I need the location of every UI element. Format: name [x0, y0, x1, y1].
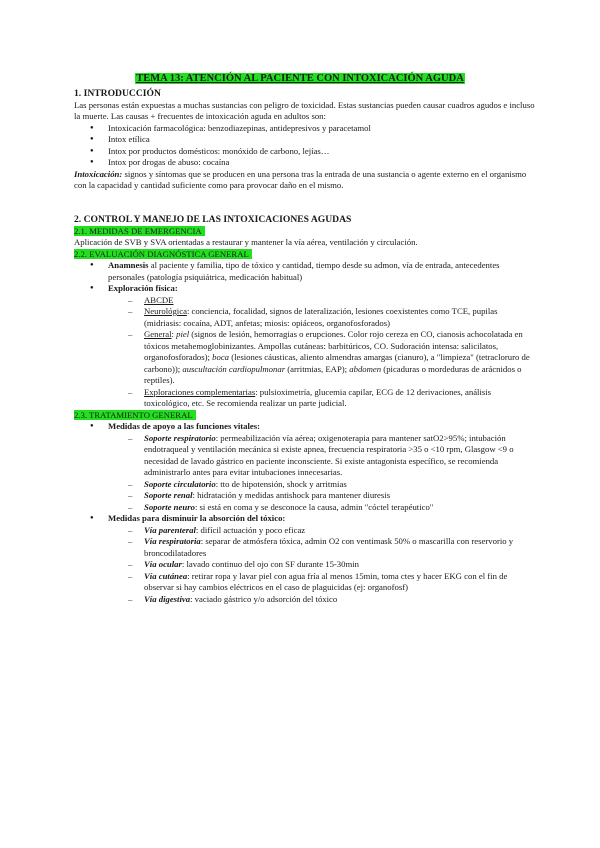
- absorption-measures-heading: Medidas para disminuir la absorción del tóxico:: [108, 513, 286, 523]
- support-measures-heading: Medidas de apoyo a las funciones vitales:: [108, 421, 261, 431]
- piel-term: piel: [176, 329, 190, 339]
- support-item: [74, 433, 536, 479]
- abdomen-term: abdomen: [349, 363, 382, 374]
- support-term: Soporte respiratorio: [144, 432, 216, 443]
- general-text: (lesiones cáusticas, aliento almendras amargas (cianuro), a "limpieza" (tetracloruro de carbono));: [144, 352, 530, 374]
- definition-term: Intoxicación:: [74, 168, 123, 179]
- absorption-item: [74, 571, 536, 594]
- causes-list: [74, 123, 536, 169]
- absorption-item: [74, 525, 536, 537]
- physical-exam-item: [74, 283, 536, 295]
- absorption-text: : vaciado gástrico y/o adsorción del tóxico: [190, 593, 338, 604]
- complementary-term: Exploraciones complementarias: [144, 386, 256, 397]
- intro-paragraph: Las personas están expuestas a muchas sustancias con peligro de toxicidad. Estas sustancias pueden causar cuadros agudos e incluso la muerte. Las causas + frecuentes de intoxicación aguda en adultos son:: [74, 99, 535, 121]
- abcde-item: [74, 295, 536, 307]
- absorption-item: [74, 559, 536, 571]
- subsection-2-2-highlight: 2.2. EVALUACIÓN DIAGNÓSTICA GENERAL: [74, 249, 252, 259]
- physical-exam-term: Exploración física:: [108, 283, 178, 293]
- absorption-measures-list: [74, 525, 536, 606]
- absorption-measures-item: [74, 513, 536, 525]
- absorption-text: : difícil actuación y poco eficaz: [195, 524, 306, 535]
- auscultacion-term: auscultación cardiopulmonar: [182, 363, 286, 374]
- support-term: Soporte circulatorio: [144, 478, 216, 489]
- cause-item: ● Intox por drogas de abuso: cocaína: [74, 157, 536, 169]
- absorption-term: Vía parenteral: [144, 524, 196, 535]
- general-text: (picaduras o mordeduras de arácnidos o reptiles).: [144, 363, 522, 385]
- section-2-heading: 2. CONTROL Y MANEJO DE LAS INTOXICACIONES AGUDAS: [74, 214, 352, 225]
- subsection-2-2-heading: [74, 249, 536, 261]
- absorption-item: [74, 594, 536, 606]
- support-item: [74, 502, 536, 514]
- general-term: General: [144, 329, 172, 339]
- section-control: [74, 214, 536, 605]
- diagnostic-list: [74, 260, 536, 295]
- support-text: : si está en coma y se desconoce la causa, admin "cóctel terapéutico": [194, 501, 434, 512]
- emergency-text: Aplicación de SVB y SVA orientadas a restaurar y mantener la vía aérea, ventilación y circulación.: [74, 237, 418, 247]
- general-text: (signos de lesión, hemorragias o erupciones. Color rojo cereza en CO, cianosis achocolatada en tóxicos metahemoglobinizantes. Ampollas cutáneas: barbitúricos, CO. Sudoración intensa: salicilatos, organofosforados);: [144, 329, 523, 362]
- cause-item: ● Intox etílica: [74, 134, 536, 146]
- subsection-2-1-highlight: 2.1. MEDIDAS DE EMERGENCIA: [74, 226, 205, 236]
- general-text: :: [171, 329, 177, 339]
- neuro-term: Neurológica: [144, 306, 187, 316]
- absorption-term: Vía digestiva: [144, 593, 191, 604]
- support-term: Soporte renal: [144, 490, 193, 500]
- section-introduccion: [74, 88, 536, 192]
- page-title: [0, 72, 600, 85]
- definition-paragraph: [74, 169, 536, 192]
- treatment-list: [74, 421, 536, 433]
- anamnesis-item: [74, 260, 536, 283]
- boca-term: boca: [212, 352, 230, 362]
- cause-item: ● Intoxicación farmacológica: benzodiazepinas, antidepresivos y paracetamol: [74, 123, 536, 135]
- definition-text: signos y síntomas que se producen en una persona tras la entrada de una sustancia o agente externo en el organismo con la capacidad y cantidad suficiente como para provocar daño en el mismo.: [74, 168, 527, 190]
- support-text: : permeabilización vía aérea; oxigenoterapia para mantener satO2>95%; intubación endotraqueal y ventilación mecánica si existe apnea, frecuencia respiratoria >35 o <10 rpm, Glasgow <9 o necesidad de lavado gástrico en paciente inconsciente. Si existe antagonista específico, se recomienda administrarlo antes para evitar intubaciones innecesarias.: [144, 432, 514, 477]
- complementary-text: : pulsioximetría, glucemia capilar, ECG de 12 derivaciones, análisis toxicológico, etc. Se recomienda realizar un parte judicial.: [144, 386, 492, 408]
- absorption-text: : retirar ropa y lavar piel con agua fría al menos 15min, toma ctes y hacer EKG con el fin de observar si hay cambios eléctricos en el caso de plaguicidas (ej: organofosf): [144, 570, 508, 592]
- neuro-text: : conciencia, focalidad, signos de lateralización, lesiones coexistentes como TCE, pupilas (midriasis: cocaína, ADT, anfetas; miosis: opiáceos, organofosforados): [144, 306, 498, 328]
- general-item: [74, 329, 536, 387]
- absorption-text: : lavado continuo del ojo con SF durante 15-30min: [181, 559, 360, 569]
- physical-exam-list: [74, 295, 536, 410]
- absorption-text: : separar de atmósfera tóxica, admin O2 con ventimask 50% o mascarilla con reservorio y broncodilatadores: [144, 536, 514, 558]
- page-title-text: TEMA 13: ATENCIÓN AL PACIENTE CON INTOXICACIÓN AGUDA: [136, 73, 464, 84]
- absorption-term: Vía ocular: [144, 559, 182, 569]
- absorption-term: Vía respiratoria: [144, 536, 201, 546]
- abcde-text: ABCDE: [144, 294, 174, 305]
- subsection-2-3-highlight: 2.3. TRATAMIENTO GENERAL: [74, 410, 196, 420]
- subsection-2-1-heading: [74, 226, 536, 238]
- absorption-term: Vía cutánea: [144, 570, 188, 581]
- subsection-2-3-heading: [74, 410, 536, 422]
- anamnesis-term: Anamnesis: [108, 260, 149, 270]
- section-1-heading: 1. INTRODUCCIÓN: [74, 88, 161, 99]
- support-item: [74, 490, 536, 502]
- general-text: (arritmias, EAP);: [285, 363, 350, 374]
- support-text: : tto de hipotensión, shock y arritmias: [215, 478, 347, 489]
- support-term: Soporte neuro: [144, 501, 195, 512]
- support-text: : hidratación y medidas antishock para mantener diuresis: [192, 490, 391, 500]
- cause-item: ● Intox por productos domésticos: monóxido de carbono, lejías…: [74, 146, 536, 158]
- support-item: [74, 479, 536, 491]
- anamnesis-text: al paciente y familia, tipo de tóxico y cantidad, tiempo desde su admon, vía de entrada, antecedentes personales (patología psiquiátrica, medicación habitual): [108, 260, 500, 282]
- support-measures-list: [74, 433, 536, 514]
- absorption-item: [74, 536, 536, 559]
- complementary-item: [74, 387, 536, 410]
- absorption-list-wrap: [74, 513, 536, 525]
- support-measures-item: [74, 421, 536, 433]
- neuro-item: [74, 306, 536, 329]
